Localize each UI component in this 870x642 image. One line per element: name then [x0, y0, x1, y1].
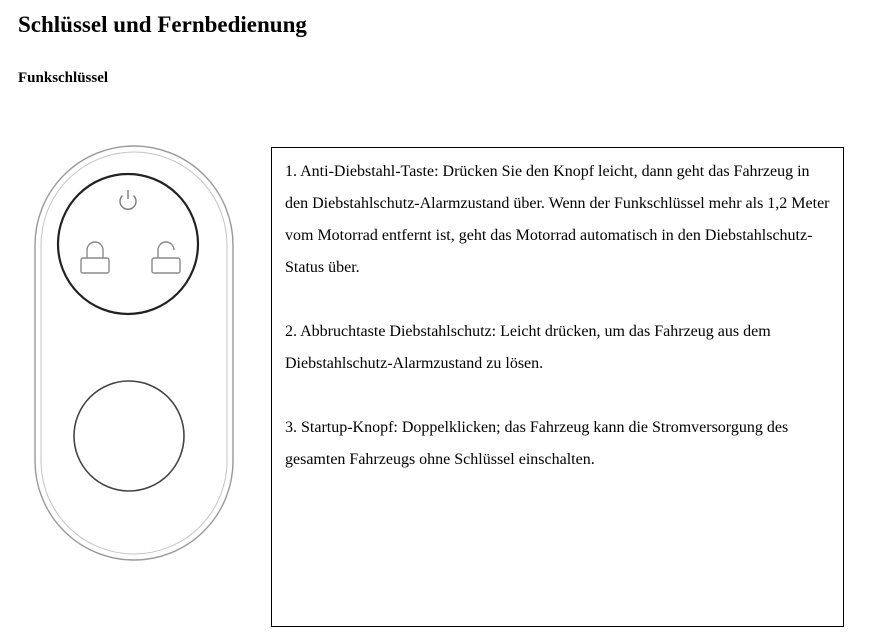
- fob-outer-body: [35, 146, 233, 560]
- lock-closed-icon: [81, 242, 109, 273]
- description-box: [271, 147, 844, 627]
- round-button: [74, 381, 184, 491]
- page-title: Schlüssel und Fernbedienung: [18, 12, 307, 37]
- lock-open-icon: [152, 242, 180, 273]
- power-icon: [120, 190, 136, 209]
- key-fob-illustration: [25, 144, 245, 564]
- description-item-anti-theft: 1. Anti-Diebstahl-Taste: Drücken Sie den Knopf leicht, dann geht das Fahrzeug in den Diebstahlschutz-Alarmzustand über. Wenn der Funkschlüssel mehr als 1,2 Meter vom Motorrad entfernt ist, geht das Motorrad automatisch in den Diebstahlschutz-Status über.: [285, 163, 830, 276]
- section-subtitle: Funkschlüssel: [18, 70, 109, 86]
- description-item-cancel: 2. Abbruchtaste Diebstahlschutz: Leicht drücken, um das Fahrzeug aus dem Diebstahlschutz-Alarmzustand zu lösen.: [285, 323, 771, 372]
- description-item-startup: 3. Startup-Knopf: Doppelklicken; das Fahrzeug kann die Stromversorgung des gesamten Fahrzeugs ohne Schlüssel einschalten.: [285, 419, 789, 468]
- fob-inner-body: [41, 152, 227, 554]
